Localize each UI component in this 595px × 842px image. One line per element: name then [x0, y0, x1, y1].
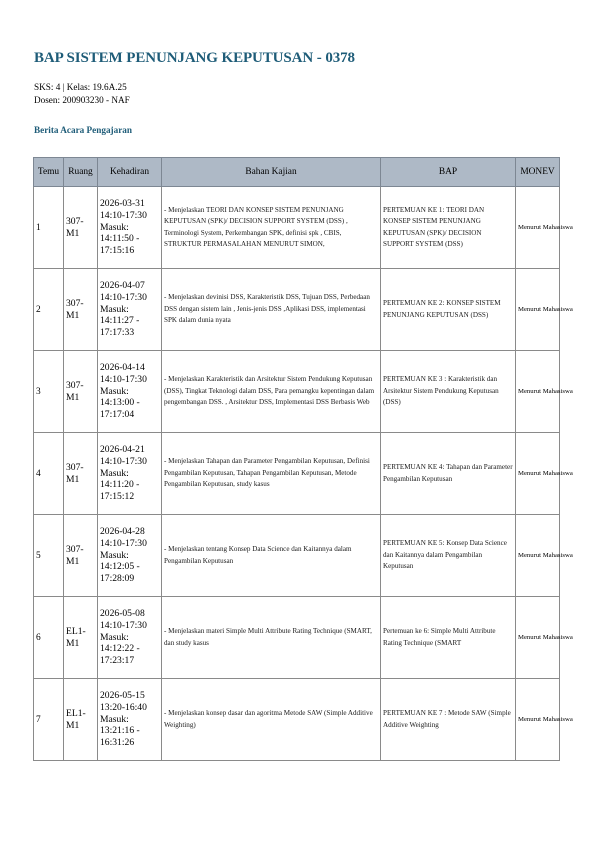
kehadiran-line: 2026-04-21 [100, 443, 145, 455]
cell-temu: 7 [34, 679, 64, 761]
cell-bap: PERTEMUAN KE 5: Konsep Data Science dan Kaitannya dalam Pengambilan Keputusan [381, 515, 516, 597]
ruang-line: M1 [66, 473, 80, 485]
ruang-line: EL1- [66, 707, 86, 719]
table-row [34, 597, 560, 679]
kehadiran-line: 14:11:50 - [100, 233, 140, 245]
kehadiran-line: 16:31:26 [100, 737, 135, 749]
column-header-monev: MONEV [516, 158, 560, 187]
ruang-line: M1 [66, 227, 80, 239]
kehadiran-line: 13:20-16:40 [100, 701, 147, 713]
sks-kelas-info: SKS: 4 | Kelas: 19.6A.25 [34, 82, 127, 92]
ruang-line: EL1- [66, 625, 86, 637]
cell-monev: Menurut Mahasiswa [516, 679, 560, 761]
cell-monev: Menurut Mahasiswa [516, 187, 560, 269]
kehadiran-line: Masuk: [100, 303, 129, 315]
ruang-line: 307- [66, 543, 84, 555]
kehadiran-line: Masuk: [100, 467, 129, 479]
kehadiran-line: 2026-04-14 [100, 361, 145, 373]
cell-bahan-kajian: - Menjelaskan materi Simple Multi Attribute Rating Technique (SMART, dan study kasus [162, 597, 381, 679]
kehadiran-line: 13:21:16 - [100, 725, 140, 737]
cell-ruang [64, 597, 98, 679]
table-body [34, 187, 573, 761]
cell-bap: PERTEMUAN KE 1: TEORI DAN KONSEP SISTEM PENUNJANG KEPUTUSAN (SPK)/ DECISION SUPPORT SYSTEM (DSS) [381, 187, 516, 269]
ruang-line: M1 [66, 309, 80, 321]
table-header-row [34, 158, 560, 187]
kehadiran-line: 14:10-17:30 [100, 291, 147, 303]
cell-bahan-kajian: - Menjelaskan tentang Konsep Data Science dan Kaitannya dalam Pengambilan Keputusan [162, 515, 381, 597]
cell-bap: PERTEMUAN KE 4: Tahapan dan Parameter Pengambilan Keputusan [381, 433, 516, 515]
cell-temu: 3 [34, 351, 64, 433]
kehadiran-line: 2026-04-07 [100, 279, 145, 291]
dosen-info: Dosen: 200903230 - NAF [34, 95, 130, 105]
ruang-line: M1 [66, 555, 80, 567]
kehadiran-line: 2026-05-15 [100, 689, 145, 701]
cell-bap: PERTEMUAN KE 3 : Karakteristik dan Arsitektur Sistem Pendukung Keputusan (DSS) [381, 351, 516, 433]
column-header-bahan-kajian: Bahan Kajian [162, 158, 381, 187]
cell-temu: 4 [34, 433, 64, 515]
column-header-bap: BAP [381, 158, 516, 187]
cell-kehadiran [98, 269, 162, 351]
document-title: BAP SISTEM PENUNJANG KEPUTUSAN - 0378 [34, 50, 355, 66]
kehadiran-line: 17:28:09 [100, 573, 135, 585]
column-header-ruang: Ruang [64, 158, 98, 187]
kehadiran-line: 2026-03-31 [100, 197, 145, 209]
bap-table [33, 157, 573, 761]
kehadiran-line: 17:15:12 [100, 491, 135, 503]
kehadiran-line: 17:17:33 [100, 327, 135, 339]
kehadiran-line: Masuk: [100, 713, 129, 725]
kehadiran-line: Masuk: [100, 549, 129, 561]
cell-temu: 1 [34, 187, 64, 269]
kehadiran-line: Masuk: [100, 631, 129, 643]
cell-monev: Menurut Mahasiswa [516, 351, 560, 433]
kehadiran-line: 14:12:05 - [100, 561, 140, 573]
column-header-temu: Temu [34, 158, 64, 187]
cell-ruang [64, 351, 98, 433]
ruang-line: 307- [66, 297, 84, 309]
cell-kehadiran [98, 679, 162, 761]
cell-bap: Pertemuan ke 6: Simple Multi Attribute Rating Technique (SMART [381, 597, 516, 679]
cell-ruang [64, 269, 98, 351]
table-row [34, 269, 560, 351]
kehadiran-line: Masuk: [100, 385, 129, 397]
cell-kehadiran [98, 187, 162, 269]
cell-bap: PERTEMUAN KE 7 : Metode SAW (Simple Additive Weighting [381, 679, 516, 761]
column-header-kehadiran: Kehadiran [98, 158, 162, 187]
cell-kehadiran [98, 515, 162, 597]
kehadiran-line: 14:10-17:30 [100, 619, 147, 631]
cell-monev: Menurut Mahasiswa [516, 597, 560, 679]
table-row [34, 679, 560, 761]
cell-kehadiran [98, 433, 162, 515]
section-title: Berita Acara Pengajaran [34, 125, 132, 135]
cell-bap: PERTEMUAN KE 2: KONSEP SISTEM PENUNJANG KEPUTUSAN (DSS) [381, 269, 516, 351]
kehadiran-line: 17:23:17 [100, 655, 135, 667]
cell-bahan-kajian: - Menjelaskan konsep dasar dan agoritma Metode SAW (Simple Additive Weighting) [162, 679, 381, 761]
kehadiran-line: 17:17:04 [100, 409, 135, 421]
kehadiran-line: 14:10-17:30 [100, 209, 147, 221]
kehadiran-line: Masuk: [100, 221, 129, 233]
cell-kehadiran [98, 351, 162, 433]
table-row [34, 515, 560, 597]
kehadiran-line: 14:10-17:30 [100, 455, 147, 467]
kehadiran-line: 2026-05-08 [100, 607, 145, 619]
cell-bahan-kajian: - Menjelaskan TEORI DAN KONSEP SISTEM PENUNJANG KEPUTUSAN (SPK)/ DECISION SUPPORT SYSTEM (DSS) , Terminologi System, Perkembangan SPK, definisi spk , CBIS, STRUKTUR PERMASALAHAN MENURUT SIMON, [162, 187, 381, 269]
cell-monev: Menurut Mahasiswa [516, 433, 560, 515]
ruang-line: 307- [66, 461, 84, 473]
cell-temu: 6 [34, 597, 64, 679]
kehadiran-line: 2026-04-28 [100, 525, 145, 537]
kehadiran-line: 14:11:27 - [100, 315, 140, 327]
ruang-line: M1 [66, 637, 80, 649]
cell-bahan-kajian: - Menjelaskan devinisi DSS, Karakteristik DSS, Tujuan DSS, Perbedaan DSS dengan sistem lain , Jenis-jenis DSS ,Aplikasi DSS, implementasi SPK dalam dunia nyata [162, 269, 381, 351]
kehadiran-line: 14:10-17:30 [100, 373, 147, 385]
table-row [34, 351, 560, 433]
cell-bahan-kajian: - Menjelaskan Karakteristik dan Arsitektur Sistem Pendukung Keputusan (DSS), Tingkat Teknologi dalam DSS, Para pemangku kepentingan dalam pengembangan DSS. , Arsitektur DSS, Implementasi DSS Berbasis Web [162, 351, 381, 433]
ruang-line: M1 [66, 719, 80, 731]
table-row [34, 433, 560, 515]
kehadiran-line: 14:13:00 - [100, 397, 140, 409]
cell-kehadiran [98, 597, 162, 679]
ruang-line: 307- [66, 379, 84, 391]
kehadiran-line: 14:11:20 - [100, 479, 140, 491]
table-row [34, 187, 560, 269]
table-header [34, 158, 560, 187]
kehadiran-line: 14:10-17:30 [100, 537, 147, 549]
kehadiran-line: 17:15:16 [100, 245, 135, 257]
cell-ruang [64, 187, 98, 269]
cell-monev: Menurut Mahasiswa [516, 515, 560, 597]
cell-ruang [64, 515, 98, 597]
ruang-line: 307- [66, 215, 84, 227]
cell-bahan-kajian: - Menjelaskan Tahapan dan Parameter Pengambilan Keputusan, Definisi Pengambilan Keputusan, Tahapan Pengambilan Keputusan, Metode Pengambilan Keputusan, study kasus [162, 433, 381, 515]
kehadiran-line: 14:12:22 - [100, 643, 140, 655]
cell-monev: Menurut Mahasiswa [516, 269, 560, 351]
cell-ruang [64, 433, 98, 515]
cell-ruang [64, 679, 98, 761]
cell-temu: 2 [34, 269, 64, 351]
ruang-line: M1 [66, 391, 80, 403]
cell-temu: 5 [34, 515, 64, 597]
